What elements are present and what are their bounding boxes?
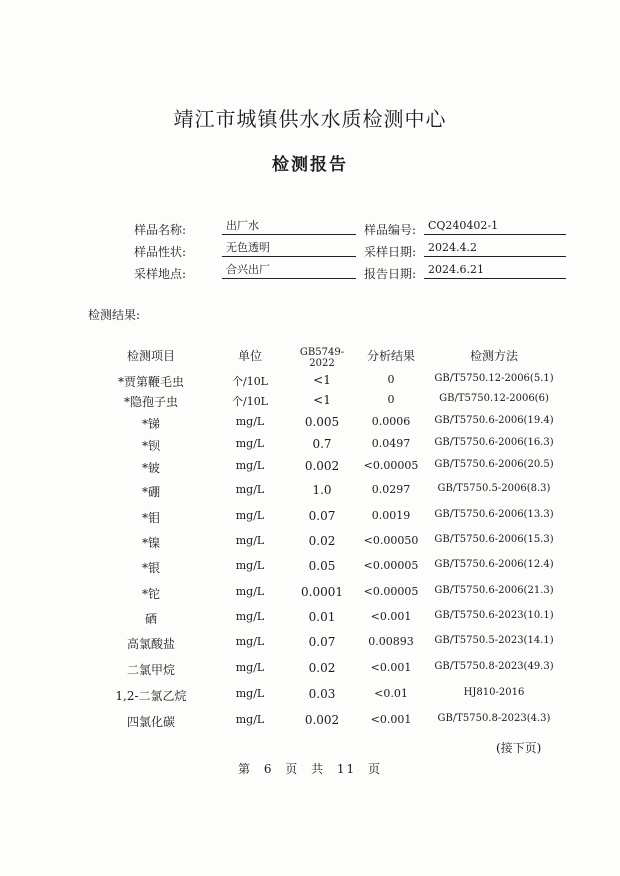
header-method: 检测方法: [469, 349, 518, 363]
cell-result: 0.0006: [371, 415, 411, 428]
cell-method: GB/T5750.12-2006(5.1): [434, 373, 554, 384]
cell-standard: <1: [313, 393, 331, 407]
cell-item: 高氯酸盐: [126, 637, 175, 651]
cell-unit: mg/L: [235, 635, 265, 648]
cell-unit: mg/L: [235, 713, 265, 726]
report-title: 检测报告: [272, 155, 348, 175]
sampling-location-value: 合兴出厂: [222, 263, 356, 279]
cell-unit: mg/L: [235, 661, 265, 674]
cell-unit: mg/L: [235, 559, 265, 572]
cell-result: 0: [387, 393, 395, 406]
cell-item: 硒: [144, 612, 157, 626]
continue-note: (接下页): [496, 741, 542, 755]
cell-item: *钡: [141, 439, 160, 453]
cell-method: HJ810-2016: [463, 687, 525, 698]
sampling-date-value: 2024.4.2: [424, 241, 566, 257]
cell-method: GB/T5750.6-2006(13.3): [434, 509, 554, 520]
cell-method: GB/T5750.6-2006(20.5): [434, 459, 554, 470]
results-label: 检测结果:: [88, 308, 141, 322]
cell-item: *钼: [141, 511, 160, 525]
cell-standard: 0.02: [308, 661, 336, 675]
cell-item: *隐孢子虫: [123, 395, 178, 409]
cell-result: 0.0297: [371, 483, 411, 496]
header-item: 检测项目: [126, 349, 175, 363]
cell-result: <0.01: [374, 687, 408, 700]
sampling-date-label: 采样日期:: [363, 245, 416, 259]
sample-name-value: 出厂水: [222, 219, 356, 235]
cell-unit: mg/L: [235, 509, 265, 522]
sample-name-label: 样品名称:: [133, 223, 186, 237]
cell-method: GB/T5750.8-2023(4.3): [437, 713, 551, 724]
cell-item: 1,2-二氯乙烷: [115, 689, 187, 703]
header-unit: 单位: [237, 349, 262, 363]
report-date-label: 报告日期:: [363, 267, 416, 281]
cell-standard: 0.0001: [301, 585, 343, 599]
cell-standard: 0.02: [308, 534, 336, 548]
cell-item: *硼: [141, 485, 160, 499]
report-date-value: 2024.6.21: [424, 263, 566, 279]
cell-standard: 0.07: [308, 509, 336, 523]
cell-unit: mg/L: [235, 585, 265, 598]
cell-item: *镍: [141, 536, 160, 550]
cell-result: <0.00005: [363, 459, 419, 472]
cell-unit: mg/L: [235, 459, 265, 472]
cell-result: 0.0497: [371, 437, 411, 450]
cell-item: *铊: [141, 587, 160, 601]
cell-unit: mg/L: [235, 415, 265, 428]
cell-item: 四氯化碳: [126, 715, 175, 729]
sample-state-value: 无色透明: [222, 241, 356, 257]
cell-unit: mg/L: [235, 687, 265, 700]
cell-unit: mg/L: [235, 610, 265, 623]
cell-method: GB/T5750.6-2006(16.3): [434, 437, 554, 448]
cell-standard: 0.002: [304, 459, 340, 473]
cell-method: GB/T5750.5-2006(8.3): [437, 483, 551, 494]
cell-standard: 1.0: [312, 483, 332, 497]
cell-standard: 0.005: [304, 415, 340, 429]
cell-method: GB/T5750.6-2023(10.1): [434, 610, 554, 621]
cell-item: *贾第鞭毛虫: [117, 375, 184, 389]
cell-item: 二氯甲烷: [126, 663, 175, 677]
cell-unit: 个/10L: [231, 395, 268, 408]
sample-id-label: 样品编号:: [363, 223, 416, 237]
cell-unit: 个/10L: [231, 375, 268, 388]
cell-standard: 0.03: [308, 687, 336, 701]
cell-result: <0.00050: [363, 534, 419, 547]
cell-result: <0.001: [370, 713, 412, 726]
cell-method: GB/T5750.6-2006(21.3): [434, 585, 554, 596]
cell-unit: mg/L: [235, 437, 265, 450]
sampling-location-label: 采样地点:: [133, 267, 186, 281]
cell-standard: 0.01: [308, 610, 336, 624]
header-standard: GB5749-2022: [299, 347, 345, 369]
cell-result: <0.001: [370, 661, 412, 674]
cell-standard: 0.05: [308, 559, 336, 573]
cell-result: <0.001: [370, 610, 412, 623]
cell-method: GB/T5750.6-2006(12.4): [434, 559, 554, 570]
cell-result: 0.00893: [368, 635, 414, 648]
cell-result: <0.00005: [363, 585, 419, 598]
cell-item: *铍: [141, 461, 160, 475]
cell-result: 0: [387, 373, 395, 386]
cell-standard: 0.002: [304, 713, 340, 727]
sample-state-label: 样品性状:: [133, 245, 186, 259]
cell-result: 0.0019: [371, 509, 411, 522]
organization-title: 靖江市城镇供水水质检测中心: [173, 107, 447, 131]
cell-item: *锑: [141, 417, 160, 431]
cell-item: *银: [141, 561, 160, 575]
sample-id-value: CQ240402-1: [424, 219, 566, 235]
cell-method: GB/T5750.12-2006(6): [439, 393, 549, 404]
cell-standard: <1: [313, 373, 331, 387]
cell-unit: mg/L: [235, 534, 265, 547]
cell-method: GB/T5750.5-2023(14.1): [434, 635, 554, 646]
cell-unit: mg/L: [235, 483, 265, 496]
cell-result: <0.00005: [363, 559, 419, 572]
cell-method: GB/T5750.8-2023(49.3): [434, 661, 554, 672]
header-result: 分析结果: [366, 349, 415, 363]
cell-method: GB/T5750.6-2006(19.4): [434, 415, 554, 426]
cell-standard: 0.07: [308, 635, 336, 649]
cell-standard: 0.7: [312, 437, 332, 451]
page-number: 第 6 页 共 11 页: [238, 762, 382, 776]
cell-method: GB/T5750.6-2006(15.3): [434, 534, 554, 545]
